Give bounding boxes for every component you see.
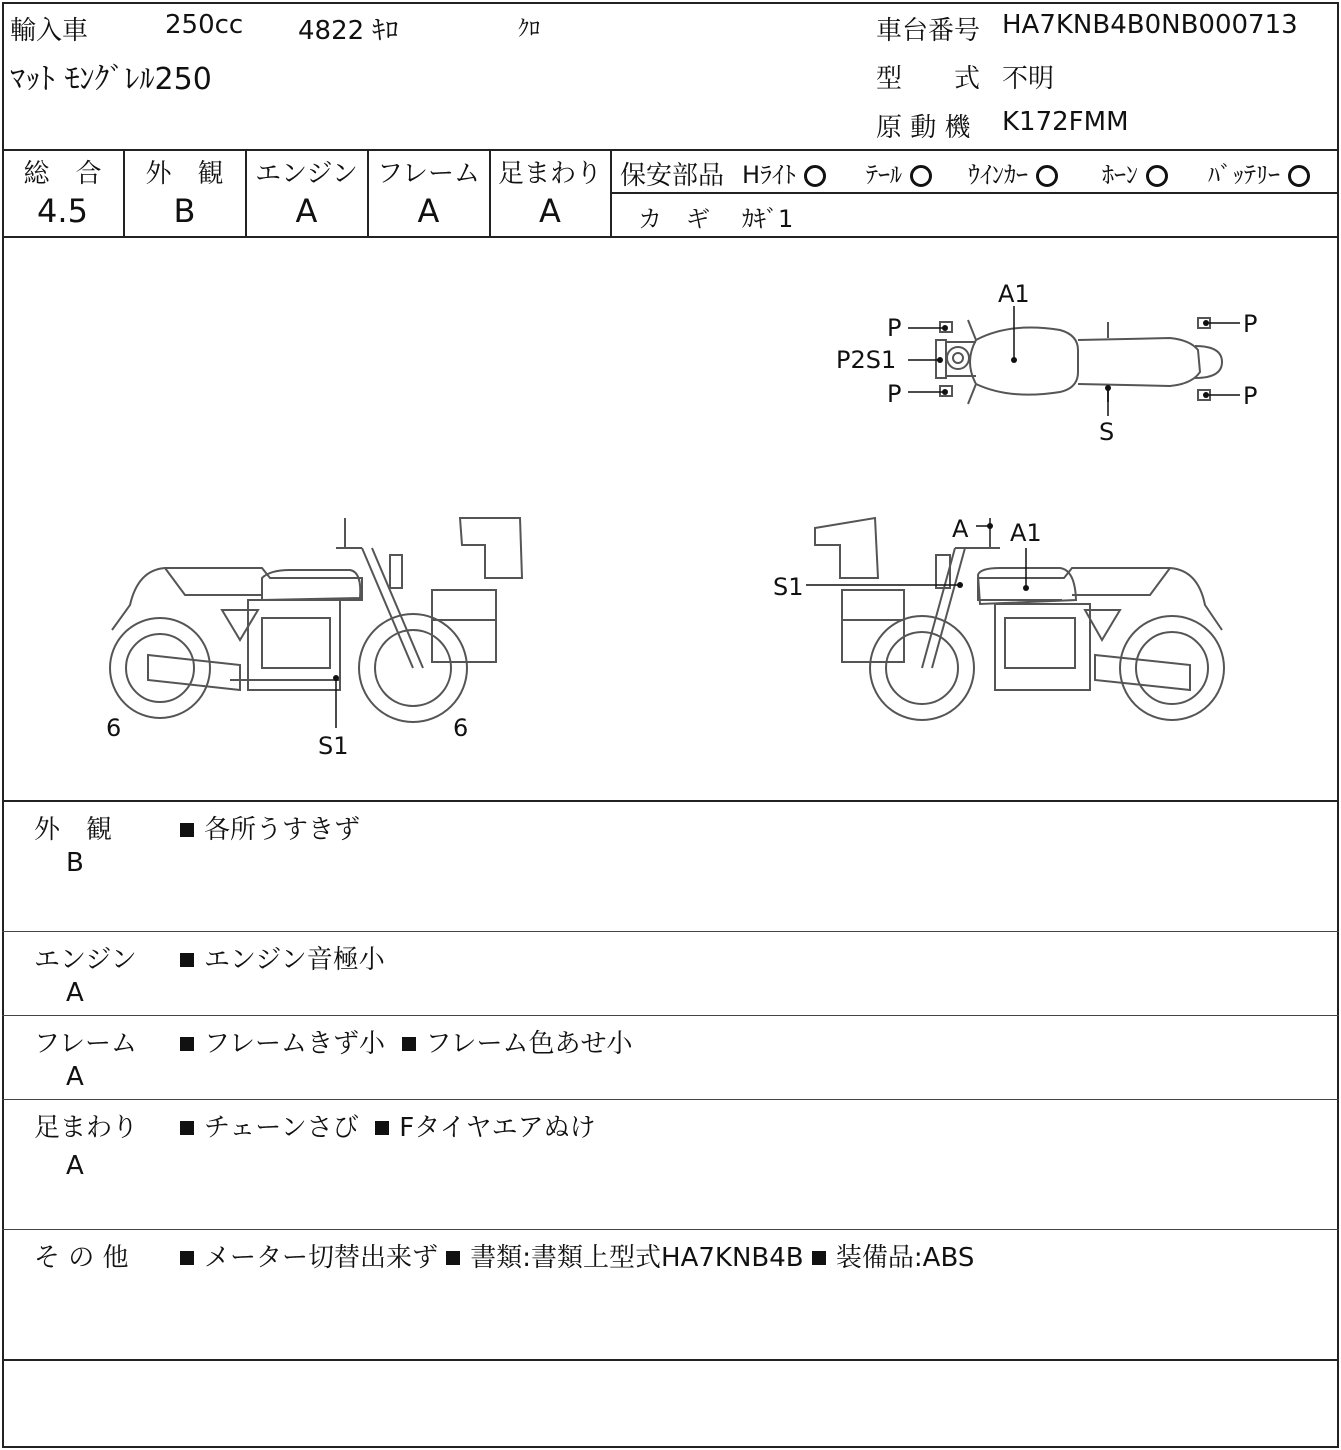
mark-left-6-front: 6 — [453, 714, 469, 742]
safety-horn: ﾎｰﾝ — [1102, 155, 1168, 190]
bullet-square-icon — [180, 823, 194, 837]
key-value: ｶｷﾞ1 — [742, 205, 794, 233]
mark-right-a1: A1 — [1010, 519, 1042, 547]
safety-battery: ﾊﾞｯﾃﾘｰ — [1208, 155, 1310, 190]
engine-label: 原 動 機 — [876, 113, 971, 143]
mileage: 4822 ｷﾛ — [298, 16, 399, 46]
safety-taillight: ﾃｰﾙ — [866, 155, 932, 190]
mark-top-p-rear-upper: P — [1243, 310, 1258, 338]
grade-exterior-label: 外 観 — [145, 159, 224, 189]
key-label: カ ギ — [638, 205, 710, 233]
section-exterior-label: 外 観 — [34, 815, 113, 845]
mark-top-p2s1: P2S1 — [836, 346, 897, 374]
section-exterior-notes: 各所うすきず — [180, 809, 360, 846]
bullet-square-icon — [180, 953, 194, 967]
model-name: ﾏｯﾄ ﾓﾝｸﾞﾚﾙ250 — [10, 62, 212, 97]
import-label: 輸入車 — [10, 16, 89, 46]
motorcycle-left-view — [110, 518, 522, 728]
section-engine-notes: エンジン音極小 — [180, 939, 385, 976]
section-divider — [2, 1015, 1339, 1016]
mark-left-s1: S1 — [318, 732, 349, 760]
sections-bottom — [2, 1359, 1339, 1361]
section-suspension-grade: A — [66, 1151, 84, 1181]
section-engine-grade: A — [66, 978, 84, 1008]
safety-winker: ｳｲﾝｶｰ — [968, 155, 1058, 190]
bullet-square-icon — [180, 1251, 194, 1265]
section-engine-label: エンジン — [34, 945, 137, 975]
section-suspension-notes: チェーンさび Fタイヤエアぬけ — [180, 1107, 596, 1144]
mark-top-p-front-upper: P — [887, 314, 902, 342]
safety-label: 保安部品 — [620, 161, 725, 191]
section-frame-grade: A — [66, 1062, 84, 1092]
bullet-square-icon — [812, 1251, 826, 1265]
mark-top-a1: A1 — [998, 280, 1030, 308]
type-value: 不明 — [1002, 64, 1055, 94]
grade-total-label: 総 合 — [23, 159, 102, 189]
mark-right-s1: S1 — [773, 573, 804, 601]
section-frame-label: フレーム — [34, 1029, 137, 1059]
section-exterior-grade: B — [66, 848, 84, 878]
bullet-square-icon — [446, 1251, 460, 1265]
diagram-bottom — [2, 800, 1339, 802]
displacement: 250cc — [165, 10, 244, 40]
safety-headlight: Hﾗｲﾄ — [742, 155, 826, 190]
mark-top-s: S — [1099, 418, 1115, 446]
grade-frame-value: A — [417, 192, 440, 230]
color: ｸﾛ — [518, 17, 541, 42]
grade-frame-label: フレーム — [377, 159, 480, 189]
motorcycle-top-view — [908, 306, 1240, 416]
mark-top-p-front-lower: P — [887, 380, 902, 408]
section-divider — [2, 931, 1339, 932]
bullet-square-icon — [180, 1121, 194, 1135]
section-divider — [2, 1099, 1339, 1100]
section-other-label: そ の 他 — [34, 1243, 129, 1273]
chassis-label: 車台番号 — [876, 16, 981, 46]
mark-left-6-rear: 6 — [106, 714, 122, 742]
grade-total-value: 4.5 — [37, 192, 88, 230]
section-other-notes: メーター切替出来ず 書類:書類上型式HA7KNB4B 装備品:ABS — [180, 1237, 974, 1274]
mark-top-p-rear-lower: P — [1243, 382, 1258, 410]
section-frame-notes: フレームきず小 フレーム色あせ小 — [180, 1023, 632, 1060]
engine-value: K172FMM — [1002, 107, 1129, 137]
mark-right-a: A — [952, 515, 969, 543]
grade-engine-label: エンジン — [255, 159, 358, 189]
bullet-square-icon — [402, 1037, 416, 1051]
bullet-square-icon — [180, 1037, 194, 1051]
section-suspension-label: 足まわり — [34, 1113, 139, 1143]
grade-suspension-value: A — [539, 192, 561, 230]
type-label: 型 式 — [876, 64, 981, 94]
section-divider — [2, 1229, 1339, 1230]
chassis-number: HA7KNB4B0NB000713 — [1002, 10, 1298, 40]
grade-engine-value: A — [295, 192, 318, 230]
grade-exterior-value: B — [173, 192, 196, 230]
grade-suspension-label: 足まわり — [497, 159, 602, 189]
bullet-square-icon — [375, 1121, 389, 1135]
motorcycle-right-view — [806, 518, 1224, 720]
